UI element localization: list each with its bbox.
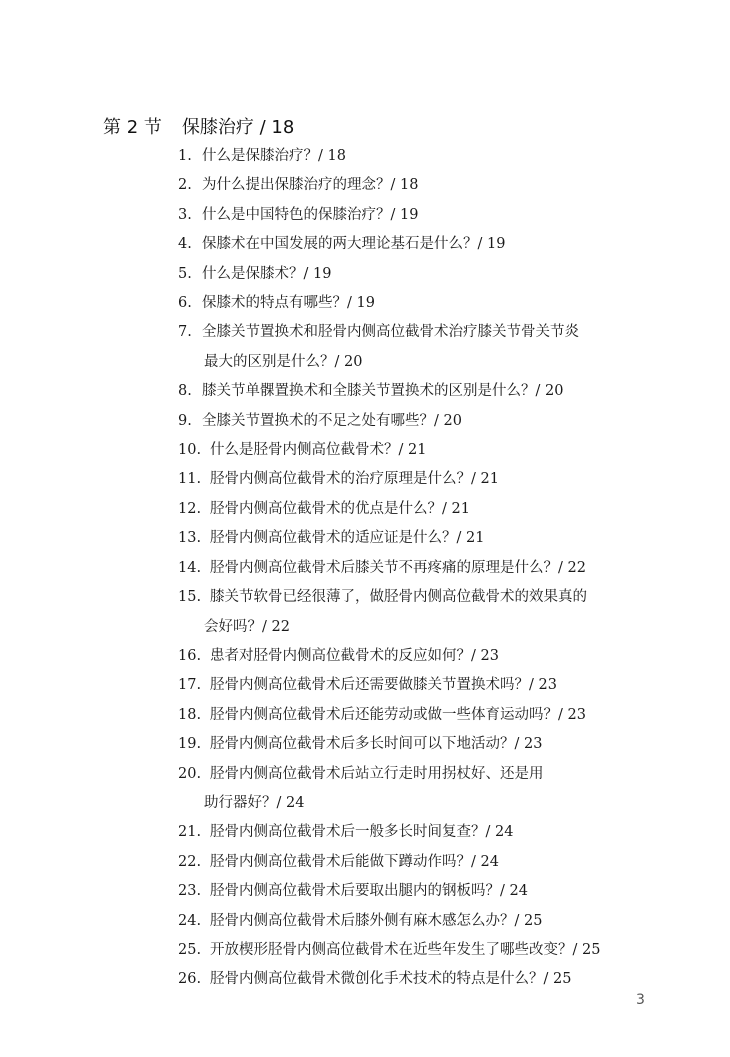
toc-entry — [178, 671, 648, 700]
toc-entry-text: 患者对胫骨内侧高位截骨术的反应如何？/ 23 — [210, 647, 499, 664]
toc-entry-text: 胫骨内侧高位截骨术后站立行走时用拐杖好、还是用 — [210, 765, 544, 782]
toc-entry-number: 6. — [178, 295, 192, 312]
toc-entry-text: 胫骨内侧高位截骨术微创化手术技术的特点是什么？/ 25 — [210, 971, 572, 988]
toc-entry-text: 胫骨内侧高位截骨术后一般多长时间复查？/ 24 — [210, 824, 514, 841]
toc-entry — [178, 377, 648, 406]
toc-entry — [178, 465, 648, 494]
toc-entry-text: 胫骨内侧高位截骨术后能做下蹲动作吗？/ 24 — [210, 853, 499, 870]
toc-entry-number: 20. — [178, 765, 202, 782]
toc-entry — [178, 642, 648, 671]
toc-entry-text: 开放楔形胫骨内侧高位截骨术在近些年发生了哪些改变？/ 25 — [210, 941, 601, 958]
toc-entry — [178, 436, 648, 465]
toc-entry — [178, 495, 648, 524]
toc-entry-number: 13. — [178, 530, 202, 547]
toc-entry — [178, 848, 648, 877]
toc-entry-number: 14. — [178, 559, 202, 576]
toc-entry-text: 胫骨内侧高位截骨术后要取出腿内的钢板吗？/ 24 — [210, 883, 528, 900]
toc-entry-number: 22. — [178, 853, 202, 870]
toc-entry-text: 全膝关节置换术和胫骨内侧高位截骨术治疗膝关节骨关节炎 — [202, 324, 579, 341]
toc-entry — [178, 936, 648, 965]
toc-entry — [178, 760, 648, 819]
toc-entry-text-continued: 会好吗？/ 22 — [204, 618, 290, 635]
toc-entry-text-continued: 助行器好？/ 24 — [204, 794, 305, 811]
toc-entry-text: 胫骨内侧高位截骨术后还能劳动或做一些体育运动吗？/ 23 — [210, 706, 586, 723]
toc-entry — [178, 318, 648, 377]
toc-entry — [178, 171, 648, 200]
toc-entry — [178, 142, 648, 171]
toc-entry-text: 胫骨内侧高位截骨术后还需要做膝关节置换术吗？/ 23 — [210, 677, 557, 694]
toc-entry-number: 4. — [178, 236, 192, 253]
toc-entry-number: 5. — [178, 265, 192, 282]
toc-entry-number: 3. — [178, 206, 192, 223]
toc-entry-text: 全膝关节置换术的不足之处有哪些？/ 20 — [202, 412, 462, 429]
toc-entry-number: 19. — [178, 736, 202, 753]
toc-entry-text: 为什么提出保膝治疗的理念？/ 18 — [202, 177, 419, 194]
toc-entry — [178, 583, 648, 642]
toc-entry-text: 什么是保膝术？/ 19 — [202, 265, 332, 282]
toc-entry — [178, 201, 648, 230]
toc-entry-number: 8. — [178, 383, 192, 400]
toc-entry-text: 胫骨内侧高位截骨术后膝关节不再疼痛的原理是什么？/ 22 — [210, 559, 586, 576]
toc-entry — [178, 260, 648, 289]
toc-entry — [178, 907, 648, 936]
toc-entry-number: 12. — [178, 500, 202, 517]
toc-entry — [178, 230, 648, 259]
toc-entry-number: 15. — [178, 589, 202, 606]
toc-entry-number: 18. — [178, 706, 202, 723]
toc-entry-number: 2. — [178, 177, 192, 194]
toc-entry-text-continued: 最大的区别是什么？/ 20 — [204, 353, 363, 370]
section-title-text: 保膝治疗 / 18 — [181, 117, 295, 138]
toc-entry-number: 21. — [178, 824, 202, 841]
toc-entry-text: 胫骨内侧高位截骨术后多长时间可以下地活动？/ 23 — [210, 736, 543, 753]
toc-entry — [178, 701, 648, 730]
page-number: 3 — [636, 992, 645, 1008]
toc-entry — [178, 877, 648, 906]
toc-entry-text: 保膝术在中国发展的两大理论基石是什么？/ 19 — [202, 236, 506, 253]
section-number: 第 2 节 — [103, 117, 162, 138]
toc-entry-number: 7. — [178, 324, 192, 341]
toc-entry-text: 胫骨内侧高位截骨术后膝外侧有麻木感怎么办？/ 25 — [210, 912, 543, 929]
toc-entry-number: 10. — [178, 442, 202, 459]
toc-entry-text: 膝关节软骨已经很薄了，做胫骨内侧高位截骨术的效果真的 — [210, 589, 587, 606]
toc-entry-number: 9. — [178, 412, 192, 429]
toc-entry-text: 保膝术的特点有哪些？/ 19 — [202, 295, 375, 312]
toc-entry-text: 膝关节单髁置换术和全膝关节置换术的区别是什么？/ 20 — [202, 383, 564, 400]
toc-entry — [178, 554, 648, 583]
toc-entry-text: 胫骨内侧高位截骨术的适应证是什么？/ 21 — [210, 530, 485, 547]
toc-entry-number: 26. — [178, 971, 202, 988]
toc-entry-text: 胫骨内侧高位截骨术的优点是什么？/ 21 — [210, 500, 470, 517]
toc-entry-number: 23. — [178, 883, 202, 900]
toc-entry-text: 什么是中国特色的保膝治疗？/ 19 — [202, 206, 419, 223]
toc-entry — [178, 407, 648, 436]
toc-entry-text: 胫骨内侧高位截骨术的治疗原理是什么？/ 21 — [210, 471, 499, 488]
section-heading — [103, 111, 294, 141]
toc-entry-number: 1. — [178, 148, 192, 164]
toc-entry-number: 25. — [178, 941, 202, 958]
table-of-contents — [178, 142, 648, 995]
toc-entry — [178, 289, 648, 318]
toc-entry-number: 17. — [178, 677, 202, 694]
toc-entry-number: 16. — [178, 647, 202, 664]
toc-entry — [178, 818, 648, 847]
toc-entry — [178, 965, 648, 994]
toc-entry — [178, 730, 648, 759]
toc-entry-text: 什么是胫骨内侧高位截骨术？/ 21 — [210, 442, 427, 459]
toc-entry — [178, 524, 648, 553]
toc-entry-number: 24. — [178, 912, 202, 929]
toc-entry-number: 11. — [178, 471, 202, 488]
toc-entry-text: 什么是保膝治疗？/ 18 — [202, 148, 346, 164]
